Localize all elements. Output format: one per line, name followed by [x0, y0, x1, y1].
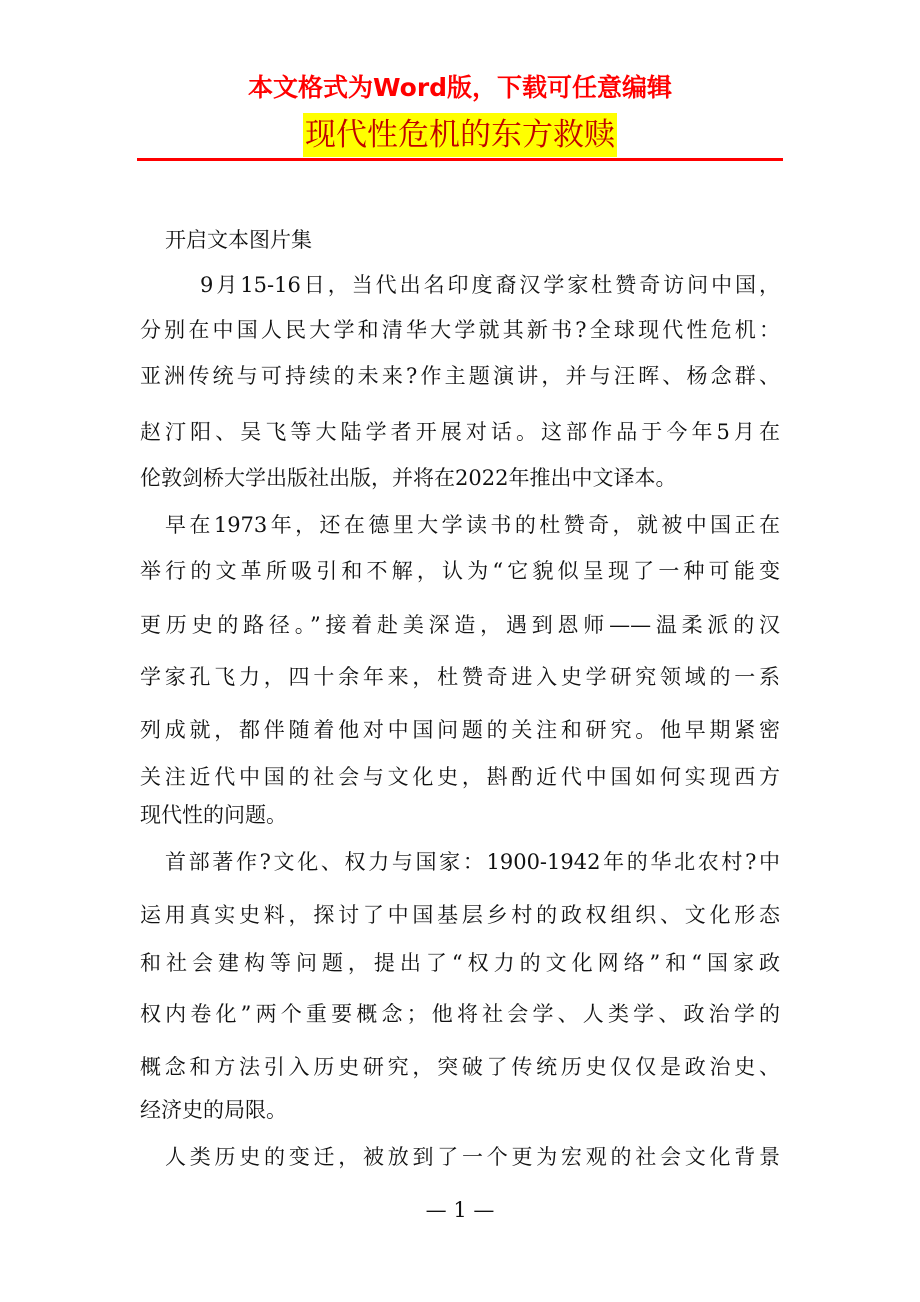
- text-line: 亚洲传统与可持续的未来?作主题演讲，并与汪晖、杨念群、: [140, 364, 780, 388]
- text-line: 首部著作?文化、权力与国家：1900-1942年的华北农村?中: [165, 850, 780, 874]
- text-line: 列成就，都伴随着他对中国问题的关注和研究。他早期紧密: [140, 718, 780, 742]
- text-line: 经济史的局限。: [140, 1098, 287, 1122]
- title-container: [0, 113, 920, 157]
- text-line: 权内卷化”两个重要概念；他将社会学、人类学、政治学的: [140, 1002, 780, 1026]
- text-line: 人类历史的变迁，被放到了一个更为宏观的社会文化背景: [165, 1145, 780, 1169]
- text-line: 分别在中国人民大学和清华大学就其新书?全球现代性危机：: [140, 318, 780, 342]
- text-line: 关注近代中国的社会与文化史，斟酌近代中国如何实现西方: [140, 765, 780, 789]
- title-divider: [137, 158, 783, 161]
- document-title: 现代性危机的东方救赎: [303, 113, 617, 157]
- text-line: 举行的文革所吸引和不解，认为“它貌似呈现了一种可能变: [140, 559, 780, 583]
- text-line: 更历史的路径。”接着赴美深造，遇到恩师——温柔派的汉: [140, 613, 780, 637]
- page-number: — 1 —: [425, 1198, 495, 1222]
- text-line: 学家孔飞力，四十余年来，杜赞奇进入史学研究领域的一系: [140, 665, 780, 689]
- download-banner: 本文格式为Word版，下载可任意编辑: [247, 73, 673, 102]
- text-line: 概念和方法引入历史研究，突破了传统历史仅仅是政治史、: [140, 1055, 780, 1079]
- text-line: 和社会建构等问题，提出了“权力的文化网络”和“国家政: [140, 951, 780, 975]
- text-line: 伦敦剑桥大学出版社出版，并将在2022年推出中文译本。: [140, 466, 677, 490]
- text-line: 开启文本图片集: [165, 228, 312, 252]
- text-line: 早在1973年，还在德里大学读书的杜赞奇，就被中国正在: [165, 513, 780, 537]
- text-line: 运用真实史料，探讨了中国基层乡村的政权组织、文化形态: [140, 903, 780, 927]
- text-line: 赵汀阳、吴飞等大陆学者开展对话。这部作品于今年5月在: [140, 420, 780, 444]
- text-line: 9月15-16日，当代出名印度裔汉学家杜赞奇访问中国，: [200, 273, 780, 297]
- text-line: 现代性的问题。: [140, 803, 287, 827]
